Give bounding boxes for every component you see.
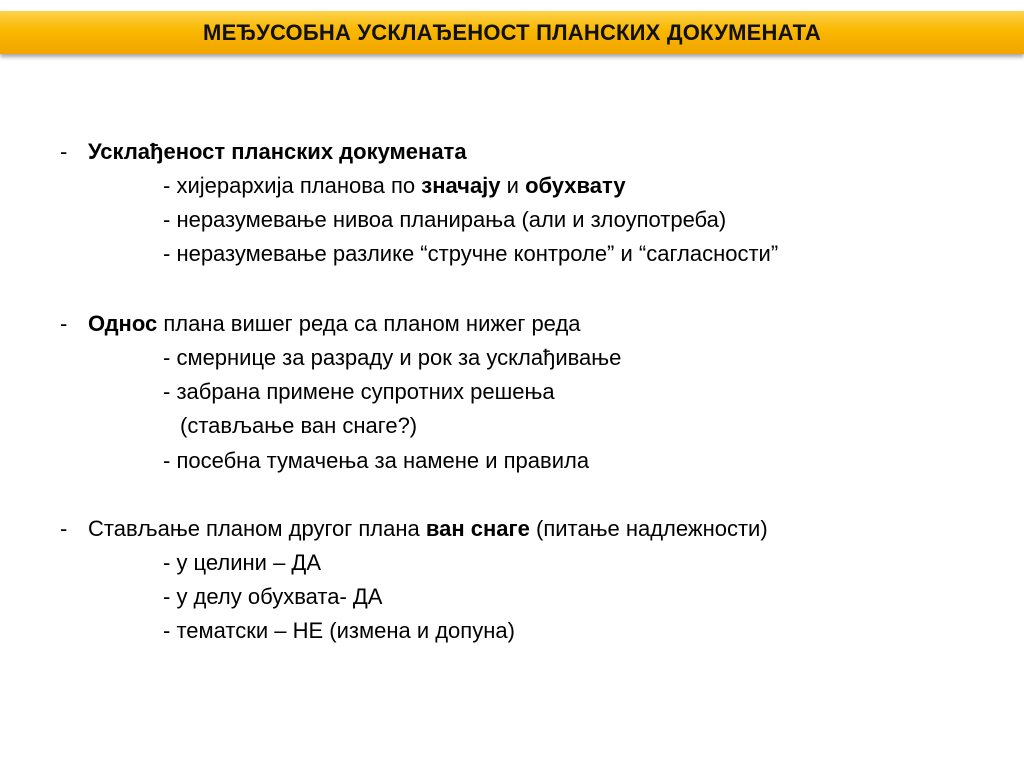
section-2-item-1: - смернице за разраду и рок за усклађивање <box>163 345 622 370</box>
section-3-heading-bold: ван снаге <box>425 516 530 541</box>
page-title: МЕЂУСОБНА УСКЛАЂЕНОСТ ПЛАНСКИХ ДОКУМЕНАТА <box>203 19 821 45</box>
section-3-heading <box>88 516 768 542</box>
item-text: и <box>500 173 526 198</box>
bullet-dash: - <box>60 311 68 336</box>
section-2-heading <box>88 311 581 337</box>
section-2-heading-rest: плана вишег реда са планом нижег реда <box>157 311 581 336</box>
section-1-heading-bold: Усклађеност планских докумената <box>88 139 467 164</box>
section-1-item-3: - неразумевање разлике “стручне контроле” и “сагласности” <box>163 241 779 266</box>
section-3-item-3: - тематски – НЕ (измена и допуна) <box>163 618 515 643</box>
section-3-heading-rest: (питање надлежности) <box>529 516 768 541</box>
section-3-item-2: - у делу обухвата- ДА <box>163 584 383 609</box>
bullet-dash: - <box>60 516 68 541</box>
bullet-dash: - <box>60 139 68 164</box>
section-3-heading-pre: Стављање планом другог плана <box>88 516 426 541</box>
section-2-heading-bold: Однос <box>88 311 158 336</box>
section-3-item-1: - у целини – ДА <box>163 550 322 575</box>
section-1-heading <box>88 139 467 165</box>
item-bold: значају <box>421 173 501 198</box>
section-2-item-3: - посебна тумачења за намене и правила <box>163 448 590 473</box>
item-bold: обухвату <box>525 173 626 198</box>
section-1-item-1 <box>163 173 626 199</box>
section-2-item-2-continuation: (стављање ван снаге?) <box>180 413 418 438</box>
item-text: - хијерархија планова по <box>163 173 422 198</box>
section-2-item-2: - забрана примене супротних решења <box>163 379 555 404</box>
section-1-item-2: - неразумевање нивоа планирања (али и злоупотреба) <box>163 207 727 232</box>
